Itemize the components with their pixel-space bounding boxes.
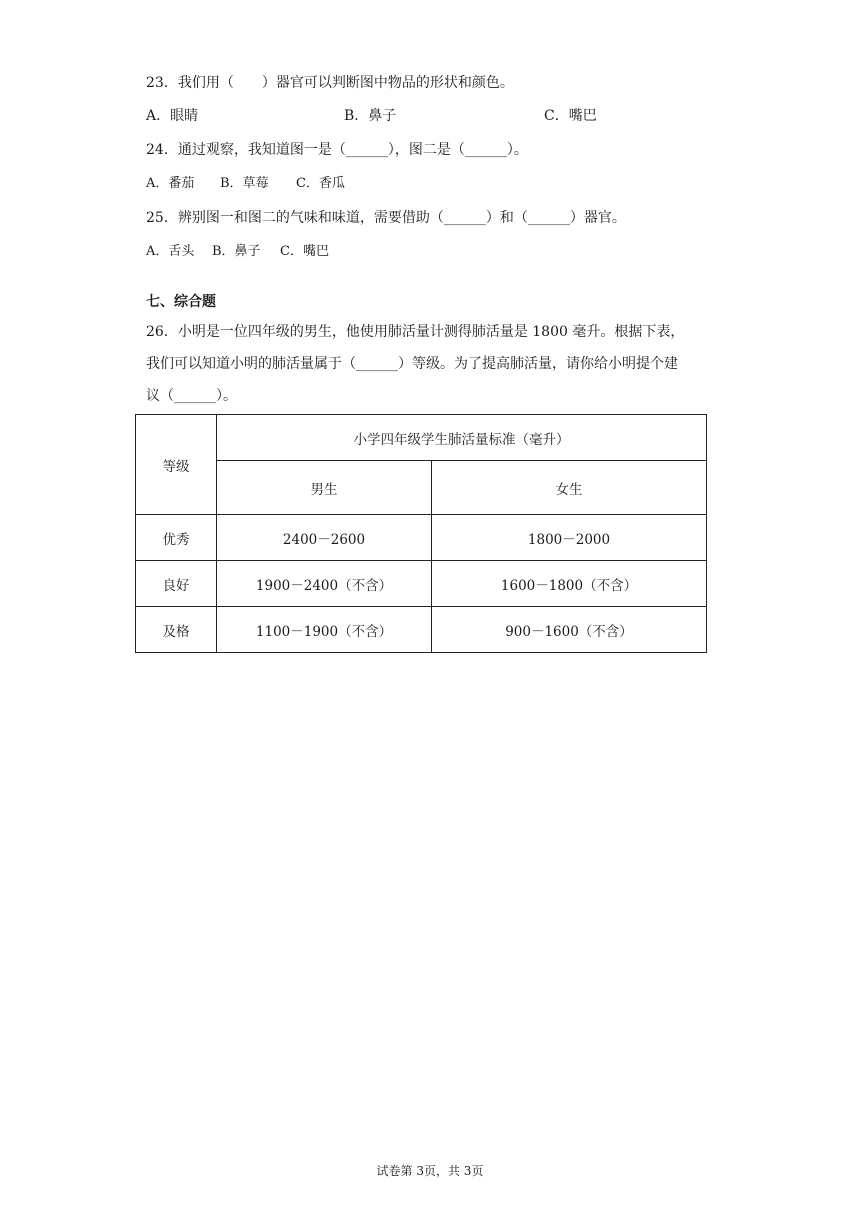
table-row bbox=[136, 607, 707, 653]
question-23-option-b: B．鼻子 bbox=[344, 108, 397, 124]
table-girl-cell: 900－1600（不含） bbox=[432, 607, 707, 653]
lung-capacity-table bbox=[135, 414, 707, 653]
question-23-option-a: A．眼睛 bbox=[146, 108, 199, 124]
table-boy-header: 男生 bbox=[217, 461, 432, 515]
question-24-option-a: A．番茄 bbox=[146, 176, 195, 191]
page-footer: 试卷第 3页，共 3页 bbox=[376, 1164, 484, 1178]
table-girl-header: 女生 bbox=[432, 461, 707, 515]
table-grade-cell: 良好 bbox=[136, 561, 217, 607]
table-grade-cell: 及格 bbox=[136, 607, 217, 653]
question-25-option-c: C．嘴巴 bbox=[280, 244, 329, 259]
table-title-cell: 小学四年级学生肺活量标准（毫升） bbox=[217, 415, 707, 461]
question-25-option-a: A．舌头 bbox=[146, 244, 195, 259]
question-23-stem: 23．我们用（ ）器官可以判断图中物品的形状和颜色。 bbox=[146, 75, 514, 91]
table-girl-cell: 1600－1800（不含） bbox=[432, 561, 707, 607]
question-26-line-2: 我们可以知道小明的肺活量属于（______）等级。为了提高肺活量，请你给小明提个建 bbox=[146, 356, 678, 372]
table-row bbox=[136, 515, 707, 561]
question-26-line-1: 26．小明是一位四年级的男生，他使用肺活量计测得肺活量是 1800 毫升。根据下表， bbox=[146, 324, 685, 340]
question-23-option-c: C．嘴巴 bbox=[544, 108, 597, 124]
section-heading: 七、综合题 bbox=[146, 294, 216, 310]
question-26-line-3: 议（______）。 bbox=[146, 388, 237, 404]
question-25-stem: 25．辨别图一和图二的气味和味道，需要借助（______）和（______）器官。 bbox=[146, 210, 626, 226]
question-24-stem: 24．通过观察，我知道图一是（______），图二是（______）。 bbox=[146, 142, 528, 158]
table-boy-cell: 1100－1900（不含） bbox=[217, 607, 432, 653]
table-grade-header: 等级 bbox=[136, 415, 217, 515]
question-25-option-b: B．鼻子 bbox=[212, 244, 261, 259]
table-boy-cell: 1900－2400（不含） bbox=[217, 561, 432, 607]
table-grade-cell: 优秀 bbox=[136, 515, 217, 561]
table-girl-cell: 1800－2000 bbox=[432, 515, 707, 561]
table-row bbox=[136, 561, 707, 607]
question-24-option-c: C．香瓜 bbox=[296, 176, 345, 191]
table-boy-cell: 2400－2600 bbox=[217, 515, 432, 561]
question-24-option-b: B．草莓 bbox=[220, 176, 269, 191]
